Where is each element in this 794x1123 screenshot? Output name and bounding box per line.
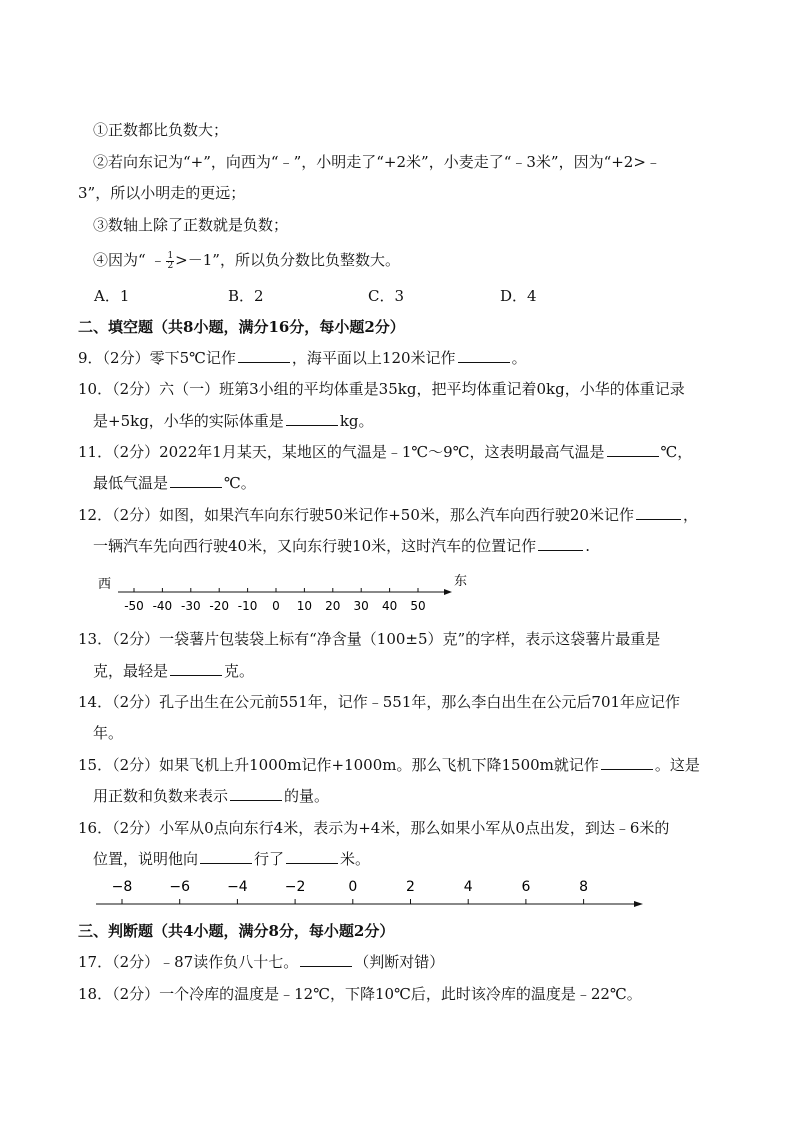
arrow-head-icon [444,589,452,595]
q10-text-b: kg。 [339,412,374,430]
tick-label: −4 [227,879,248,895]
q16-text-c: 米。 [340,850,371,868]
question-12-line2 [93,536,590,556]
question-14-line2: 年。 [93,724,124,742]
q11-text-b: ℃， [660,443,693,461]
tick-label: 6 [521,879,531,895]
q9-text-a: 9．（2分）零下5℃记作 [78,349,236,367]
tick-label: 30 [353,599,369,613]
number-line-west-east [0,568,794,618]
q12-blank-1[interactable] [636,505,681,520]
tick-label: −6 [169,879,191,895]
tick-label: 10 [296,599,313,613]
statement-4 [93,250,400,271]
option-a[interactable]: A．1 [94,287,130,305]
arrow-head-icon [634,901,643,907]
q12-text-b: ， [682,506,698,524]
tick-label: -40 [152,599,173,613]
fraction-one-half [166,252,174,271]
question-13-line1: 13．（2分）一袋薯片包装袋上标有“净含量（100±5）克”的字样，表示这袋薯片最重是 [78,630,661,648]
q12-text-d: . [585,537,590,555]
tick-label: −2 [284,879,306,895]
statement-1: ①正数都比负数大； [93,121,229,139]
q11-blank-2[interactable] [170,473,222,488]
q16-blank-2[interactable] [286,849,338,864]
question-10-line1: 10．（2分）六（一）班第3小组的平均体重是35kg，把平均体重记着0kg，小华的体重记录 [78,380,685,398]
q16-blank-1[interactable] [200,849,252,864]
question-18: 18．（2分）一个冷库的温度是﹣12℃，下降10℃后，此时该冷库的温度是﹣22℃。 [78,985,642,1003]
q13-blank[interactable] [170,661,222,676]
q10-text-a: 是+5kg，小华的实际体重是 [93,412,284,430]
q9-text-b: ，海平面以上120米记作 [291,349,456,367]
q15-text-b: 。这是 [654,756,700,774]
q12-blank-2[interactable] [538,536,583,551]
fraction-numerator: 1 [167,250,174,261]
q9-text-c: 。 [511,349,527,367]
question-17 [78,952,444,972]
question-10-line2 [93,411,374,431]
question-15-line2 [93,786,329,806]
section-3-heading: 三、判断题（共4小题，满分8分，每小题2分） [78,922,395,940]
tick-label: -20 [209,599,230,613]
east-label: 东 [454,574,468,589]
tick-label: -50 [124,599,144,613]
q11-text-d: ℃。 [224,474,256,492]
question-9 [78,348,527,368]
q12-text-c: 一辆汽车先向西行驶40米，又向东行驶10米，这时汽车的位置记作 [93,537,537,555]
tick-label: 4 [463,879,473,895]
option-c[interactable]: C．3 [368,287,405,305]
q13-text-a: 克，最轻是 [93,662,169,680]
q12-text-a: 12．（2分）如图，如果汽车向东行驶50米记作+50米，那么汽车向西行驶20米记作 [78,506,634,524]
question-13-line2 [93,661,254,681]
number-line-even [0,874,794,914]
option-b[interactable]: B．2 [228,287,264,305]
q9-blank-2[interactable] [458,348,510,363]
q11-text-a: 11．（2分）2022年1月某天，某地区的气温是﹣1℃～9℃，这表明最高气温是 [78,443,605,461]
question-11-line2 [93,473,256,493]
q10-blank[interactable] [286,411,338,426]
tick-label: -30 [180,599,201,613]
q11-blank-1[interactable] [607,442,659,457]
tick-label: −8 [111,879,133,895]
section-2-heading: 二、填空题（共8小题，满分16分，每小题2分） [78,318,405,336]
option-d[interactable]: D．4 [500,287,537,305]
tick-label: 20 [325,599,341,613]
tick-label: 0 [272,599,280,613]
q11-text-c: 最低气温是 [93,474,169,492]
statement-4-suffix: >－1”，所以负分数比负整数大。 [175,251,400,269]
fraction-denominator: 2 [167,260,174,271]
q15-text-a: 15．（2分）如果飞机上升1000m记作+1000m。那么飞机下降1500m就记作 [78,756,599,774]
tick-label: 40 [381,599,398,613]
tick-label: 50 [410,599,426,613]
q15-text-c: 用正数和负数来表示 [93,787,229,805]
q15-blank-2[interactable] [230,786,282,801]
q13-text-b: 克。 [224,662,255,680]
question-12-line1 [78,505,698,525]
statement-2-line1: ②若向东记为“+”，向西为“﹣”，小明走了“+2米”，小麦走了“﹣3米”，因为“+2>﹣ [93,153,661,171]
tick-label: -10 [237,599,258,613]
tick-label: 8 [579,879,589,895]
statement-3: ③数轴上除了正数就是负数； [93,216,289,234]
tick-label: 2 [406,879,415,895]
west-label: 西 [98,577,112,592]
tick-label: 0 [348,879,358,895]
q17-text-a: 17．（2分）﹣87读作负八十七。 [78,953,299,971]
question-11-line1 [78,442,692,462]
statement-2-line2: 3”，所以小明走的更远； [78,184,246,202]
q17-text-b: （判断对错） [354,953,445,971]
question-16-line1: 16．（2分）小军从0点向东行4米，表示为+4米，那么如果小军从0点出发，到达﹣6米的 [78,819,670,837]
statement-4-prefix: ④因为“ ﹣ [93,251,166,269]
question-14-line1: 14．（2分）孔子出生在公元前551年，记作﹣551年，那么李白出生在公元后701年应记作 [78,693,681,711]
question-16-line2 [93,849,370,869]
q9-blank-1[interactable] [238,348,290,363]
q17-blank[interactable] [300,952,352,967]
q16-text-a: 位置，说明他向 [93,850,199,868]
q15-text-d: 的量。 [284,787,330,805]
q15-blank-1[interactable] [601,755,653,770]
q16-text-b: 行了 [254,850,285,868]
question-15-line1 [78,755,700,775]
